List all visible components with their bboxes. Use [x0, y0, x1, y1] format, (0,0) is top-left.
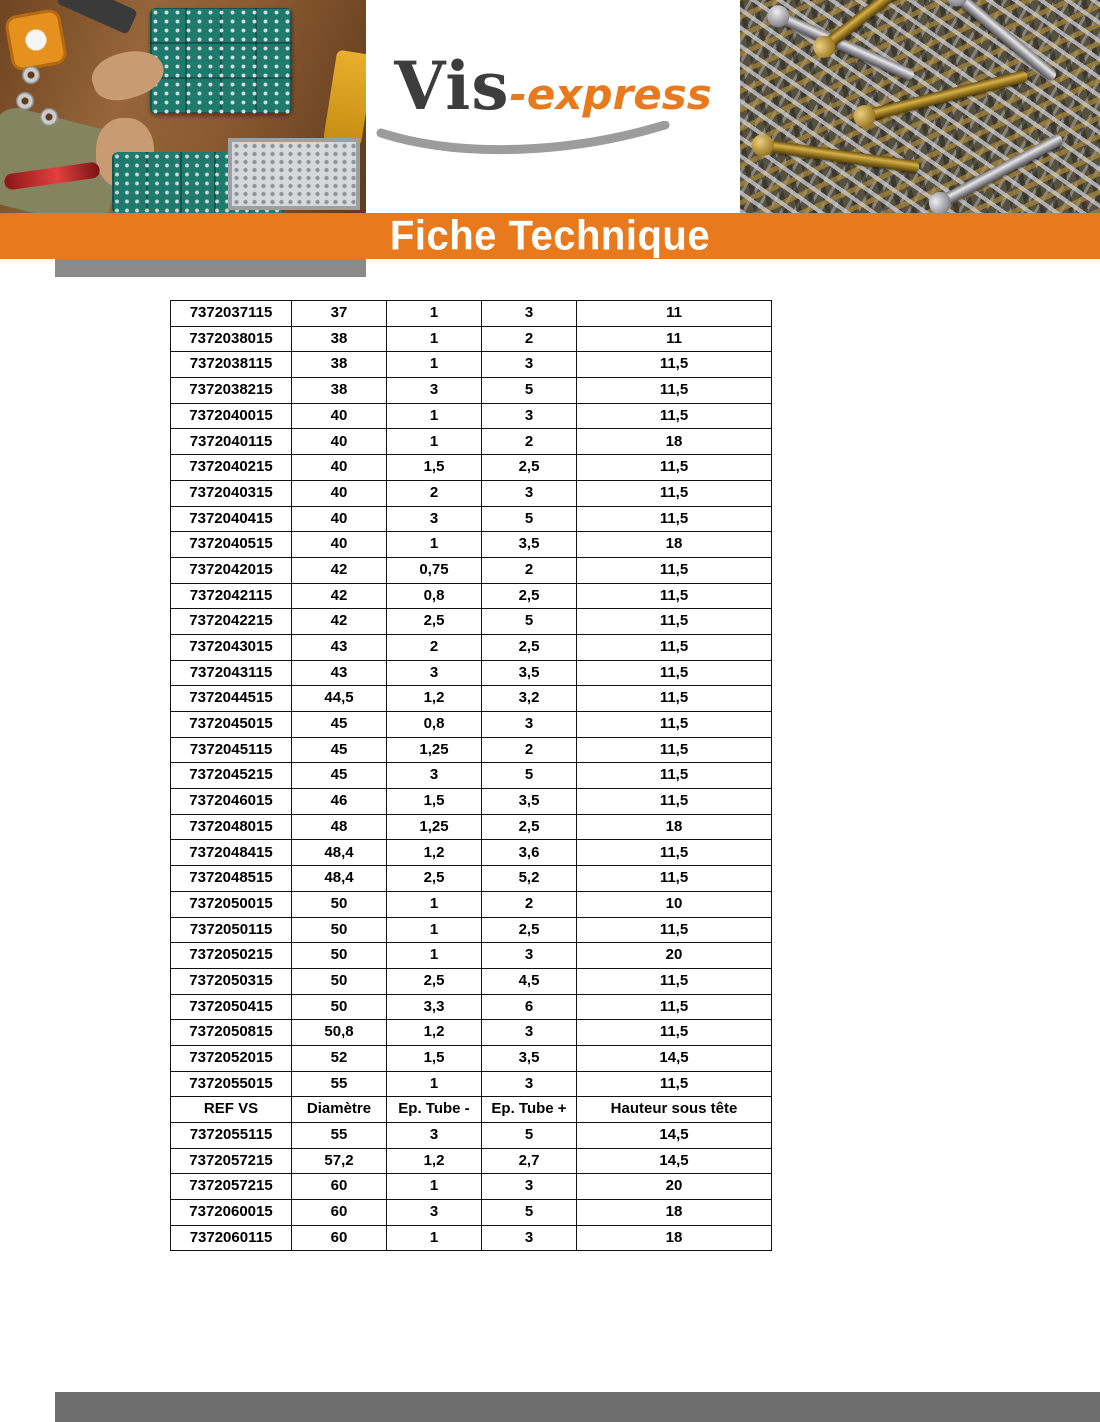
table-cell: 11,5: [577, 840, 772, 866]
table-cell: 42: [292, 583, 387, 609]
table-cell: 18: [577, 814, 772, 840]
table-cell: 7372055115: [171, 1123, 292, 1149]
table-row: [171, 1148, 772, 1174]
table-row: [171, 609, 772, 635]
table-cell: 45: [292, 712, 387, 738]
table-cell: 1,2: [387, 1020, 482, 1046]
table-cell: 1: [387, 1071, 482, 1097]
table-row: [171, 789, 772, 815]
table-cell: 7372050315: [171, 968, 292, 994]
table-cell: 43: [292, 634, 387, 660]
table-row: [171, 1020, 772, 1046]
table-cell: 0,8: [387, 712, 482, 738]
washer-shape: [22, 66, 40, 84]
table-cell: 11,5: [577, 634, 772, 660]
table-row: [171, 1174, 772, 1200]
table-cell: 50: [292, 917, 387, 943]
table-cell: 1: [387, 352, 482, 378]
table-cell: 18: [577, 1200, 772, 1226]
washer-shape: [40, 108, 58, 126]
table-cell: 7372057215: [171, 1174, 292, 1200]
brand-logo-text: [394, 46, 712, 125]
table-cell: 14,5: [577, 1148, 772, 1174]
washer-shape: [16, 92, 34, 110]
table-cell: 2,5: [387, 866, 482, 892]
table-cell: 11,5: [577, 917, 772, 943]
table-row: [171, 1045, 772, 1071]
table-cell: 7372060115: [171, 1225, 292, 1251]
table-row: [171, 378, 772, 404]
table-cell: 4,5: [482, 968, 577, 994]
table-cell: 18: [577, 532, 772, 558]
table-cell: 37: [292, 301, 387, 327]
table-cell: 7372050415: [171, 994, 292, 1020]
table-cell: 2: [482, 891, 577, 917]
table-cell: 7372060015: [171, 1200, 292, 1226]
table-cell: 2: [482, 429, 577, 455]
table-cell: 0,8: [387, 583, 482, 609]
table-cell: 11,5: [577, 352, 772, 378]
column-header-cell: REF VS: [171, 1097, 292, 1123]
table-row: [171, 429, 772, 455]
spec-table-body: [171, 301, 772, 1251]
table-cell: 7372052015: [171, 1045, 292, 1071]
table-cell: 7372043015: [171, 634, 292, 660]
table-cell: 45: [292, 763, 387, 789]
table-row: [171, 763, 772, 789]
table-cell: 7372042115: [171, 583, 292, 609]
parts-box-shape: [228, 138, 360, 210]
table-row: [171, 557, 772, 583]
table-cell: 38: [292, 326, 387, 352]
table-cell: 55: [292, 1123, 387, 1149]
table-cell: 11,5: [577, 737, 772, 763]
table-row: [171, 301, 772, 327]
table-cell: 2,5: [482, 917, 577, 943]
table-cell: 3: [482, 403, 577, 429]
table-cell: 48,4: [292, 840, 387, 866]
table-cell: 2: [387, 480, 482, 506]
table-cell: 18: [577, 429, 772, 455]
table-cell: 2,5: [482, 455, 577, 481]
table-cell: 7372043115: [171, 660, 292, 686]
table-cell: 3,2: [482, 686, 577, 712]
table-cell: 1: [387, 891, 482, 917]
table-cell: 2: [482, 557, 577, 583]
table-row: [171, 403, 772, 429]
table-cell: 3: [387, 378, 482, 404]
table-cell: 1,2: [387, 686, 482, 712]
table-cell: 1,5: [387, 1045, 482, 1071]
table-cell: 7372048515: [171, 866, 292, 892]
table-row: [171, 943, 772, 969]
table-cell: 2,5: [482, 583, 577, 609]
table-cell: 11,5: [577, 994, 772, 1020]
tape-measure-shape: [4, 8, 69, 73]
table-cell: 1: [387, 1174, 482, 1200]
table-cell: 7372045115: [171, 737, 292, 763]
table-cell: 7372055015: [171, 1071, 292, 1097]
table-cell: 2,7: [482, 1148, 577, 1174]
table-cell: 1: [387, 943, 482, 969]
table-row: [171, 866, 772, 892]
table-row: [171, 814, 772, 840]
brand-suffix: -express: [509, 69, 712, 119]
table-cell: 57,2: [292, 1148, 387, 1174]
column-header-cell: Diamètre: [292, 1097, 387, 1123]
table-row: [171, 840, 772, 866]
table-cell: 7372040115: [171, 429, 292, 455]
table-cell: 45: [292, 737, 387, 763]
table-cell: 3: [482, 480, 577, 506]
table-cell: 1,2: [387, 1148, 482, 1174]
table-cell: 7372040015: [171, 403, 292, 429]
table-cell: 7372045215: [171, 763, 292, 789]
table-cell: 1: [387, 917, 482, 943]
table-row: [171, 1123, 772, 1149]
table-cell: 3,5: [482, 660, 577, 686]
column-header-cell: Hauteur sous tête: [577, 1097, 772, 1123]
table-cell: 1,5: [387, 455, 482, 481]
table-cell: 60: [292, 1200, 387, 1226]
table-cell: 38: [292, 352, 387, 378]
table-cell: 50: [292, 968, 387, 994]
table-cell: 11,5: [577, 712, 772, 738]
table-cell: 3: [387, 506, 482, 532]
table-row: [171, 634, 772, 660]
table-row: [171, 712, 772, 738]
table-cell: 7372038115: [171, 352, 292, 378]
table-cell: 14,5: [577, 1123, 772, 1149]
table-cell: 11,5: [577, 968, 772, 994]
table-cell: 2: [387, 634, 482, 660]
table-cell: 5: [482, 378, 577, 404]
table-row: [171, 994, 772, 1020]
table-cell: 5: [482, 1123, 577, 1149]
table-cell: 3: [387, 1200, 482, 1226]
table-header-row: [171, 1097, 772, 1123]
table-cell: 44,5: [292, 686, 387, 712]
column-header-cell: Ep. Tube +: [482, 1097, 577, 1123]
table-cell: 3: [482, 1071, 577, 1097]
table-cell: 7372044515: [171, 686, 292, 712]
table-row: [171, 326, 772, 352]
spec-table: [170, 300, 772, 1251]
brand-logo: [366, 0, 740, 213]
table-cell: 43: [292, 660, 387, 686]
table-cell: 40: [292, 480, 387, 506]
table-cell: 1,5: [387, 789, 482, 815]
table-row: [171, 455, 772, 481]
logo-swoosh-graphic: [373, 121, 673, 161]
table-row: [171, 1225, 772, 1251]
workbench-photo: [0, 0, 366, 213]
table-cell: 3,5: [482, 1045, 577, 1071]
table-row: [171, 917, 772, 943]
table-cell: 3: [387, 1123, 482, 1149]
table-cell: 60: [292, 1225, 387, 1251]
table-cell: 11,5: [577, 609, 772, 635]
table-cell: 3: [482, 1174, 577, 1200]
table-cell: 46: [292, 789, 387, 815]
table-cell: 11,5: [577, 789, 772, 815]
table-cell: 14,5: [577, 1045, 772, 1071]
table-cell: 3: [482, 712, 577, 738]
table-cell: 1,2: [387, 840, 482, 866]
table-row: [171, 1071, 772, 1097]
table-cell: 1: [387, 532, 482, 558]
table-cell: 11,5: [577, 403, 772, 429]
table-cell: 3,3: [387, 994, 482, 1020]
table-cell: 50: [292, 891, 387, 917]
table-cell: 3: [482, 1020, 577, 1046]
table-cell: 38: [292, 378, 387, 404]
table-cell: 7372050015: [171, 891, 292, 917]
table-cell: 1: [387, 429, 482, 455]
table-cell: 7372040315: [171, 480, 292, 506]
table-cell: 50: [292, 943, 387, 969]
table-cell: 11,5: [577, 660, 772, 686]
screws-photo: [740, 0, 1100, 213]
footer-bar: [55, 1392, 1100, 1422]
table-cell: 6: [482, 994, 577, 1020]
table-cell: 1: [387, 403, 482, 429]
table-cell: 11: [577, 326, 772, 352]
page-title: Fiche Technique: [389, 212, 711, 259]
table-cell: 11: [577, 301, 772, 327]
table-cell: 3: [482, 1225, 577, 1251]
table-cell: 5: [482, 763, 577, 789]
brand-name: Vis: [394, 46, 510, 125]
hammer-shape: [56, 0, 138, 35]
table-cell: 5,2: [482, 866, 577, 892]
table-cell: 7372048015: [171, 814, 292, 840]
table-cell: 5: [482, 506, 577, 532]
table-cell: 3,5: [482, 532, 577, 558]
yellow-tool-shape: [323, 50, 366, 147]
table-row: [171, 737, 772, 763]
table-cell: 7372042015: [171, 557, 292, 583]
table-row: [171, 506, 772, 532]
table-cell: 0,75: [387, 557, 482, 583]
table-cell: 42: [292, 609, 387, 635]
table-cell: 42: [292, 557, 387, 583]
table-cell: 11,5: [577, 1071, 772, 1097]
table-cell: 11,5: [577, 506, 772, 532]
table-cell: 50,8: [292, 1020, 387, 1046]
table-cell: 48: [292, 814, 387, 840]
table-cell: 1: [387, 301, 482, 327]
table-cell: 1: [387, 326, 482, 352]
table-cell: 2: [482, 737, 577, 763]
table-row: [171, 660, 772, 686]
table-cell: 1: [387, 1225, 482, 1251]
table-row: [171, 1200, 772, 1226]
table-cell: 55: [292, 1071, 387, 1097]
table-row: [171, 352, 772, 378]
table-cell: 7372045015: [171, 712, 292, 738]
table-cell: 2: [482, 326, 577, 352]
table-cell: 3,5: [482, 789, 577, 815]
table-cell: 7372046015: [171, 789, 292, 815]
table-cell: 3: [482, 943, 577, 969]
table-cell: 20: [577, 943, 772, 969]
table-cell: 5: [482, 609, 577, 635]
table-row: [171, 686, 772, 712]
table-cell: 3: [482, 352, 577, 378]
table-cell: 7372057215: [171, 1148, 292, 1174]
table-row: [171, 480, 772, 506]
table-cell: 3: [387, 763, 482, 789]
table-cell: 11,5: [577, 686, 772, 712]
table-row: [171, 891, 772, 917]
left-gray-strip: [55, 259, 366, 277]
table-cell: 7372050215: [171, 943, 292, 969]
table-cell: 2,5: [482, 634, 577, 660]
table-cell: 11,5: [577, 763, 772, 789]
table-cell: 11,5: [577, 583, 772, 609]
table-cell: 11,5: [577, 455, 772, 481]
column-header-cell: Ep. Tube -: [387, 1097, 482, 1123]
table-cell: 11,5: [577, 1020, 772, 1046]
table-cell: 2,5: [387, 968, 482, 994]
table-cell: 7372038215: [171, 378, 292, 404]
table-cell: 40: [292, 506, 387, 532]
table-cell: 11,5: [577, 866, 772, 892]
table-cell: 11,5: [577, 557, 772, 583]
table-cell: 11,5: [577, 480, 772, 506]
table-cell: 7372050815: [171, 1020, 292, 1046]
table-cell: 7372050115: [171, 917, 292, 943]
table-cell: 40: [292, 429, 387, 455]
table-cell: 7372042215: [171, 609, 292, 635]
table-cell: 20: [577, 1174, 772, 1200]
table-row: [171, 968, 772, 994]
table-cell: 11,5: [577, 378, 772, 404]
table-row: [171, 532, 772, 558]
table-cell: 7372048415: [171, 840, 292, 866]
table-cell: 3: [482, 301, 577, 327]
screw-organizer-box: [150, 8, 292, 114]
table-cell: 2,5: [482, 814, 577, 840]
table-row: [171, 583, 772, 609]
table-cell: 40: [292, 455, 387, 481]
table-cell: 18: [577, 1225, 772, 1251]
table-cell: 1,25: [387, 737, 482, 763]
table-cell: 1,25: [387, 814, 482, 840]
table-cell: 7372038015: [171, 326, 292, 352]
table-cell: 10: [577, 891, 772, 917]
table-cell: 48,4: [292, 866, 387, 892]
table-cell: 2,5: [387, 609, 482, 635]
table-cell: 40: [292, 532, 387, 558]
table-cell: 7372040415: [171, 506, 292, 532]
title-banner: [0, 213, 1100, 259]
table-cell: 5: [482, 1200, 577, 1226]
table-cell: 7372037115: [171, 301, 292, 327]
table-cell: 7372040515: [171, 532, 292, 558]
table-cell: 40: [292, 403, 387, 429]
table-cell: 50: [292, 994, 387, 1020]
table-cell: 60: [292, 1174, 387, 1200]
table-cell: 3,6: [482, 840, 577, 866]
table-cell: 7372040215: [171, 455, 292, 481]
table-cell: 3: [387, 660, 482, 686]
table-cell: 52: [292, 1045, 387, 1071]
